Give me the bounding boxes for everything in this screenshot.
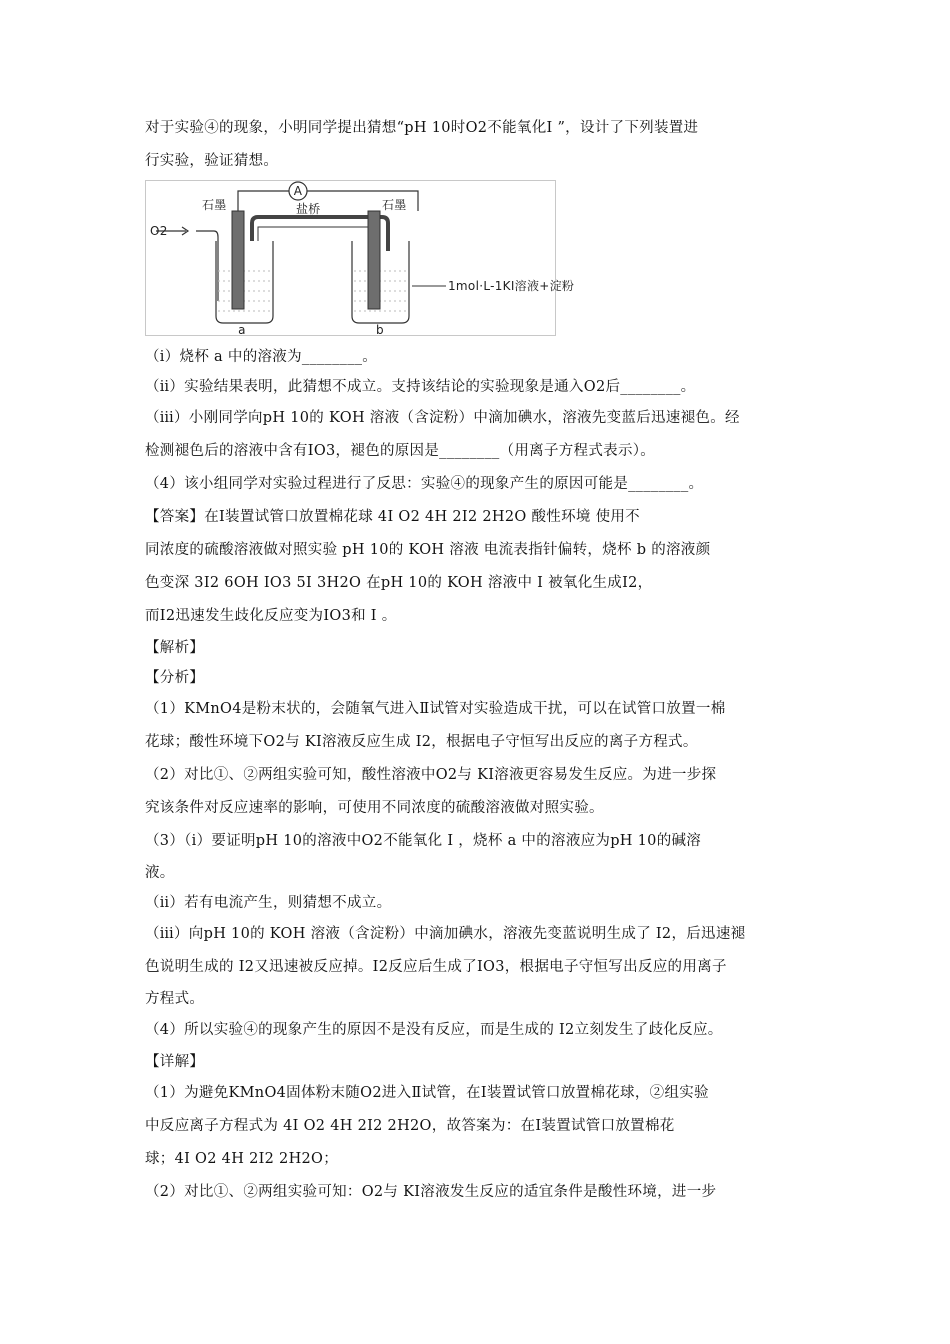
detail-1-line-3: 球；4I O2 4H 2I2 2H2O； <box>145 1151 339 1167</box>
detail-1-line-2: 中反应离子方程式为 4I O2 4H 2I2 2H2O，故答案为：在Ⅰ装置试管口放置棉花 <box>145 1118 675 1134</box>
answer-line-4: 而I2迅速发生歧化反应变为IO3和 I 。 <box>145 608 397 624</box>
analysis-2-line-1: （2）对比①、②两组实验可知，酸性溶液中O2与 KI溶液更容易发生反应。为进一步探 <box>145 767 717 783</box>
analysis-1-line-1: （1）KMnO4是粉末状的，会随氧气进入Ⅱ试管对实验造成干扰，可以在试管口放置一棉 <box>145 701 726 717</box>
question-i: （ⅰ）烧杯 a 中的溶液为________。 <box>145 349 378 365</box>
beaker-b-label: b <box>376 323 384 337</box>
question-ii: （ⅱ）实验结果表明，此猜想不成立。支持该结论的实验现象是通入O2后________。 <box>145 379 696 395</box>
answer-line-3: 色变深 3I2 6OH IO3 5I 3H2O 在pH 10的 KOH 溶液中 I 被氧化生成I2， <box>145 575 653 591</box>
analysis-3-line-3: （ⅱ）若有电流产生，则猜想不成立。 <box>145 895 392 911</box>
question-iii-line-1: （ⅲ）小刚同学向pH 10的 KOH 溶液（含淀粉）中滴加碘水，溶液先变蓝后迅速褪色。经 <box>145 410 740 426</box>
question-iii-line-2: 检测褪色后的溶液中含有IO3，褪色的原因是________（用离子方程式表示）。 <box>145 443 656 459</box>
answer-line-1: 【答案】在Ⅰ装置试管口放置棉花球 4I O2 4H 2I2 2H2O 酸性环境 使用不 <box>145 509 640 525</box>
analysis-3-line-6: 方程式。 <box>145 991 205 1007</box>
detail-2-line-1: （2）对比①、②两组实验可知：O2与 KI溶液发生反应的适宜条件是酸性环境，进一步 <box>145 1184 717 1200</box>
salt-bridge-label: 盐桥 <box>296 202 321 216</box>
intro-line-2: 行实验，验证猜想。 <box>145 153 279 169</box>
analysis-2-line-2: 究该条件对反应速率的影响，可使用不同浓度的硫酸溶液做对照实验。 <box>145 800 604 816</box>
graphite-left-label: 石墨 <box>202 198 227 212</box>
answer-line-2: 同浓度的硫酸溶液做对照实验 pH 10的 KOH 溶液 电流表指针偏转，烧杯 b 的溶液颜 <box>145 542 711 558</box>
analysis-3-line-4: （ⅲ）向pH 10的 KOH 溶液（含淀粉）中滴加碘水，溶液先变蓝说明生成了 I2，后迅速褪 <box>145 926 746 942</box>
intro-line-1: 对于实验④的现象，小明同学提出猜想“pH 10时O2不能氧化I ”，设计了下列装置进 <box>145 120 699 136</box>
analysis-3-line-2: 液。 <box>145 865 175 881</box>
graphite-electrode-right <box>368 211 380 309</box>
analysis-3-line-5: 色说明生成的 I2又迅速被反应掉。I2反应后生成了IO3，根据电子守恒写出反应的用离子 <box>145 959 727 975</box>
document-content <box>145 112 810 1209</box>
graphite-right-label: 石墨 <box>382 198 407 212</box>
question-4: （4）该小组同学对实验过程进行了反思：实验④的现象产生的原因可能是________。 <box>145 476 704 492</box>
detail-1-line-1: （1）为避免KMnO4固体粉末随O2进入Ⅱ试管，在Ⅰ装置试管口放置棉花球，②组实验 <box>145 1085 709 1101</box>
section-jiexi: 【解析】 <box>145 640 205 656</box>
salt-bridge-inner <box>258 227 376 251</box>
gas-inlet-tube <box>196 231 218 301</box>
o2-label: O2 <box>150 224 168 238</box>
analysis-4: （4）所以实验④的现象产生的原因不是没有反应，而是生成的 I2立刻发生了歧化反应。 <box>145 1022 723 1038</box>
electrochemical-apparatus-figure <box>145 180 575 337</box>
section-xiangjie: 【详解】 <box>145 1054 205 1070</box>
beaker-a-label: a <box>238 323 246 337</box>
solution-label: 1mol·L-1KI溶液+淀粉 <box>448 279 575 293</box>
analysis-1-line-2: 花球；酸性环境下O2与 KI溶液反应生成 I2，根据电子守恒写出反应的离子方程式。 <box>145 734 698 750</box>
ammeter-label: A <box>293 184 303 198</box>
graphite-electrode-left <box>232 211 244 309</box>
analysis-3-line-1: （3）（ⅰ）要证明pH 10的溶液中O2不能氧化 I ，烧杯 a 中的溶液应为pH 10的碱溶 <box>145 833 702 849</box>
section-fenxi: 【分析】 <box>145 670 205 686</box>
